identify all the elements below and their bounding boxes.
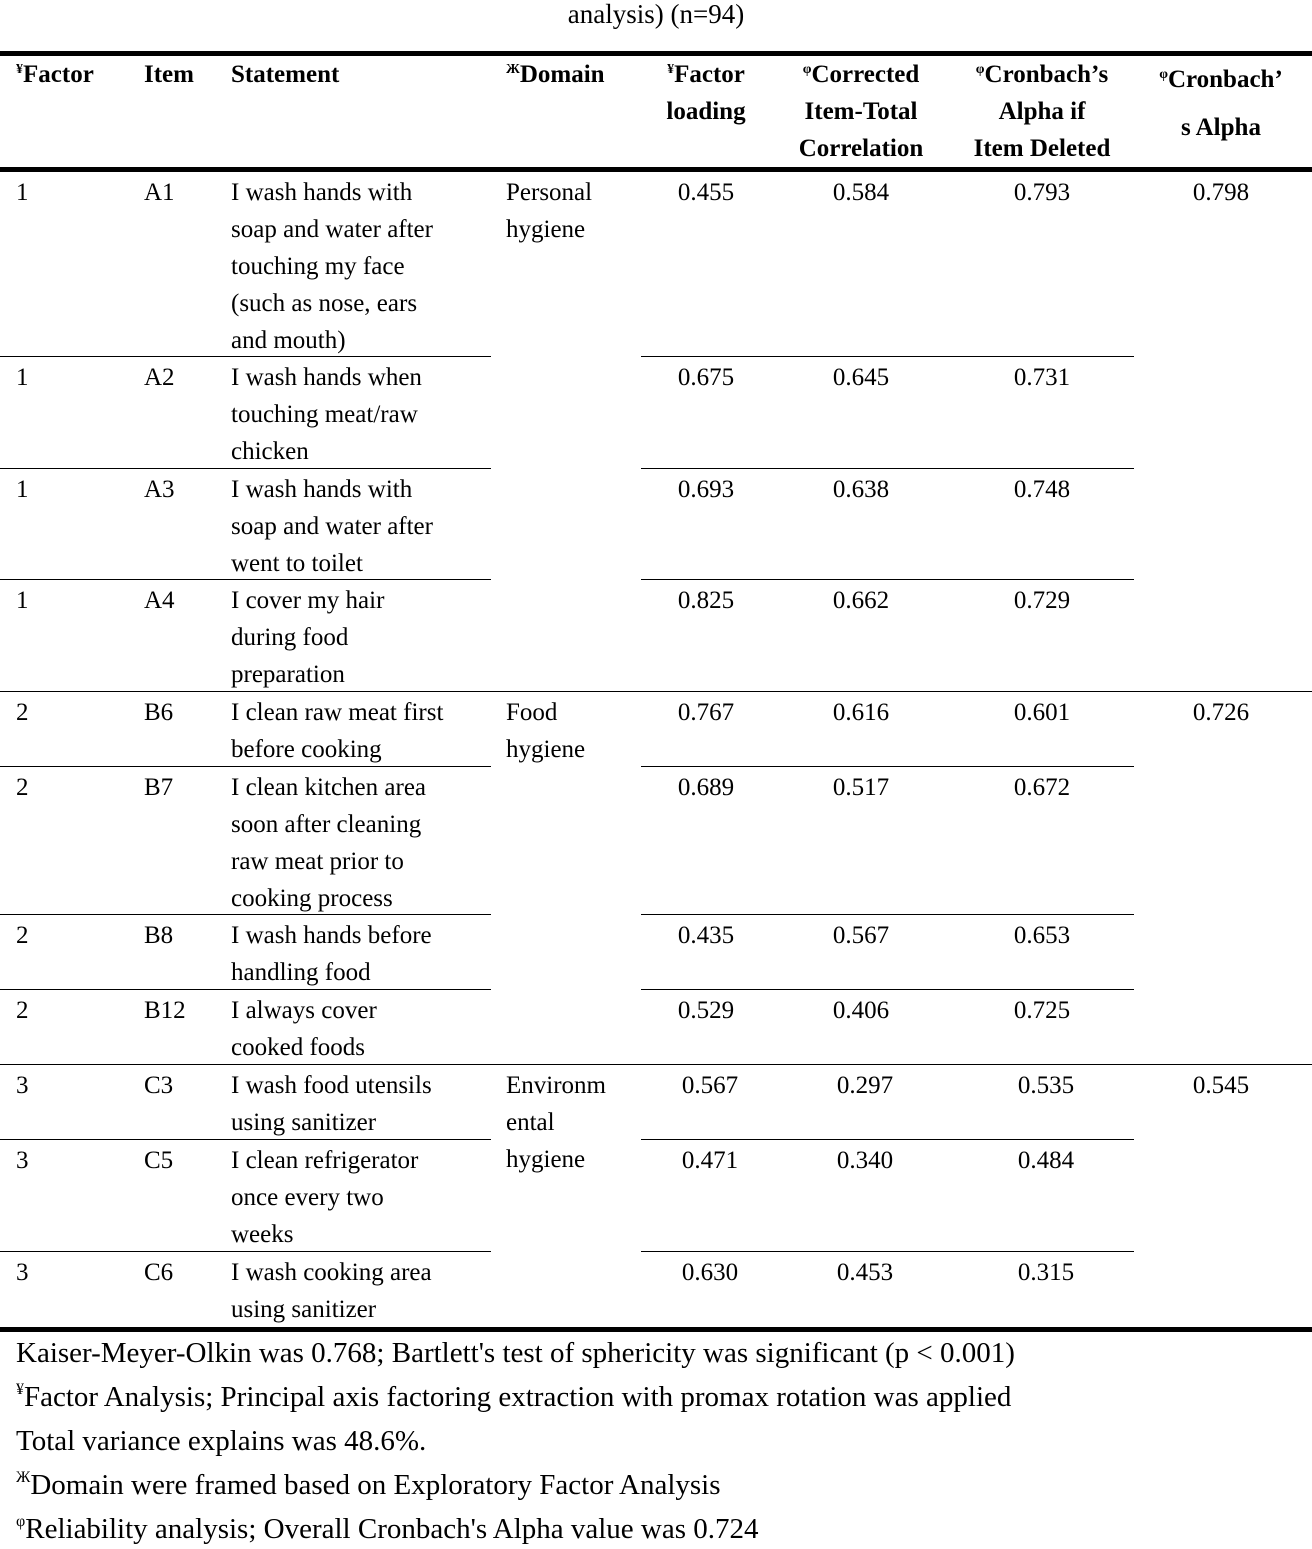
footnote-mark: Ж (16, 1469, 31, 1486)
domain-line: hygiene (506, 216, 586, 243)
cell-domain (506, 174, 592, 248)
cell-cronbach-alpha: 0.545 (1192, 1072, 1250, 1099)
cell-item: A1 (144, 179, 175, 206)
statement-line: weeks (231, 1221, 294, 1248)
cell-corrected-item-total: 0.406 (832, 997, 890, 1024)
row-divider (0, 1251, 491, 1252)
cell-statement (231, 1142, 418, 1253)
footnote-line (16, 1421, 426, 1461)
statement-line: chicken (231, 438, 309, 465)
cell-item: C5 (144, 1147, 174, 1174)
cell-alpha-if-deleted: 0.653 (1013, 922, 1071, 949)
cell-item: B8 (144, 922, 174, 949)
cell-cronbach-alpha: 0.726 (1192, 699, 1250, 726)
cell-corrected-item-total: 0.340 (836, 1147, 894, 1174)
cell-item: B12 (144, 997, 186, 1024)
row-divider (641, 766, 1134, 767)
cell-domain (506, 694, 585, 768)
row-divider (0, 468, 491, 469)
footnote-line (16, 1377, 1011, 1417)
header-factor-loading: ¥Factor loading (666, 61, 746, 125)
cell-item: A4 (144, 587, 175, 614)
row-divider (0, 1139, 491, 1140)
group-divider (0, 691, 1312, 692)
statement-line: before cooking (231, 736, 382, 763)
cell-corrected-item-total: 0.453 (836, 1259, 894, 1286)
domain-line: ental (506, 1109, 555, 1136)
header-item: Item (144, 61, 194, 88)
row-divider (0, 989, 491, 990)
table-caption: analysis) (n=94) (567, 0, 745, 29)
cell-corrected-item-total: 0.517 (832, 774, 890, 801)
footnote-line (16, 1333, 1015, 1373)
statement-line: I clean kitchen area (231, 774, 427, 801)
footnote-mark: φ (16, 1513, 26, 1530)
cell-statement (231, 992, 377, 1066)
statement-line: using sanitizer (231, 1296, 377, 1323)
statement-line: I clean raw meat first (231, 699, 444, 726)
cell-alpha-if-deleted: 0.672 (1013, 774, 1071, 801)
cell-domain (506, 1067, 606, 1178)
cell-statement (231, 917, 432, 991)
cell-alpha-if-deleted: 0.601 (1013, 699, 1071, 726)
cell-factor-loading: 0.471 (681, 1147, 739, 1174)
statement-line: I clean refrigerator (231, 1147, 419, 1174)
header-corrected-item-total: $^\varphi$Corrected Item-Total Correlation (798, 61, 924, 162)
cell-alpha-if-deleted: 0.793 (1013, 179, 1071, 206)
cell-factor-loading: 0.825 (677, 587, 735, 614)
statement-line: I wash hands before (231, 922, 432, 949)
header-alpha-if-deleted: $^\varphi$Cronbach’s Alpha if Item Deleted (973, 61, 1111, 162)
cell-corrected-item-total: 0.645 (832, 364, 890, 391)
cell-factor: 2 (16, 774, 29, 801)
statement-line: using sanitizer (231, 1109, 377, 1136)
cell-corrected-item-total: 0.662 (832, 587, 890, 614)
statement-line: soap and water after (231, 216, 433, 243)
cell-alpha-if-deleted: 0.315 (1017, 1259, 1075, 1286)
footnote-text: Total variance explains was 48.6%. (16, 1425, 427, 1457)
cell-factor-loading: 0.529 (677, 997, 735, 1024)
row-divider (641, 579, 1134, 580)
statement-line: touching my face (231, 253, 405, 280)
cell-factor-loading: 0.689 (677, 774, 735, 801)
cell-alpha-if-deleted: 0.729 (1013, 587, 1071, 614)
cell-factor-loading: 0.693 (677, 476, 735, 503)
cell-factor: 3 (16, 1072, 29, 1099)
footnote-text: Kaiser-Meyer-Olkin was 0.768; Bartlett's test of sphericity was significant (p < 0.001) (16, 1337, 1015, 1369)
domain-line: Food (506, 699, 558, 726)
cell-factor: 1 (16, 587, 29, 614)
cell-factor: 2 (16, 699, 29, 726)
statement-line: cooked foods (231, 1034, 365, 1061)
footnote-mark: ¥ (16, 1381, 24, 1398)
cell-statement (231, 1254, 432, 1328)
statement-line: during food (231, 624, 349, 651)
statement-line: soap and water after (231, 513, 433, 540)
footnote-line (16, 1465, 721, 1505)
footnote-text: Reliability analysis; Overall Cronbach's Alpha value was 0.724 (25, 1513, 759, 1545)
statement-line: touching meat/raw (231, 401, 418, 428)
row-divider (641, 356, 1134, 357)
cell-alpha-if-deleted: 0.725 (1013, 997, 1071, 1024)
row-divider (0, 356, 491, 357)
domain-line: hygiene (506, 736, 586, 763)
statement-line: I wash cooking area (231, 1259, 432, 1286)
cell-factor: 1 (16, 364, 29, 391)
cell-factor: 2 (16, 922, 29, 949)
cell-corrected-item-total: 0.638 (832, 476, 890, 503)
row-divider (0, 766, 491, 767)
footnote-line (16, 1509, 759, 1549)
statement-line: I wash hands when (231, 364, 422, 391)
row-divider (641, 468, 1134, 469)
row-divider (641, 1251, 1134, 1252)
header-domain: $^Ж$Domain (506, 61, 605, 88)
cell-item: C3 (144, 1072, 174, 1099)
header-statement: Statement (231, 61, 340, 88)
cell-alpha-if-deleted: 0.535 (1017, 1072, 1075, 1099)
statement-line: (such as nose, ears (231, 290, 418, 317)
footnote-text: Domain were framed based on Exploratory Factor Analysis (30, 1469, 721, 1501)
cell-alpha-if-deleted: 0.731 (1013, 364, 1071, 391)
cell-corrected-item-total: 0.584 (832, 179, 890, 206)
cell-item: A2 (144, 364, 175, 391)
cell-statement (231, 1067, 432, 1141)
row-divider (641, 914, 1134, 915)
cell-factor: 1 (16, 476, 29, 503)
domain-line: Personal (506, 179, 593, 206)
header-rule (0, 167, 1312, 172)
cell-factor: 2 (16, 997, 29, 1024)
cell-factor-loading: 0.630 (681, 1259, 739, 1286)
row-divider (641, 1139, 1134, 1140)
cell-alpha-if-deleted: 0.748 (1013, 476, 1071, 503)
cell-corrected-item-total: 0.567 (832, 922, 890, 949)
statement-line: cooking process (231, 885, 393, 912)
domain-line: Environm (506, 1072, 606, 1099)
row-divider (0, 914, 491, 915)
cell-factor-loading: 0.675 (677, 364, 735, 391)
cell-factor-loading: 0.567 (681, 1072, 739, 1099)
cell-factor: 3 (16, 1259, 29, 1286)
cell-item: C6 (144, 1259, 174, 1286)
cell-cronbach-alpha: 0.798 (1192, 179, 1250, 206)
cell-statement (231, 582, 384, 693)
cell-alpha-if-deleted: 0.484 (1017, 1147, 1075, 1174)
statement-line: I wash food utensils (231, 1072, 432, 1099)
header-factor: ¥Factor (16, 61, 94, 88)
statement-line: I always cover (231, 997, 377, 1024)
cell-statement (231, 471, 433, 582)
statement-line: went to toilet (231, 550, 363, 577)
statement-line: I cover my hair (231, 587, 385, 614)
cell-factor-loading: 0.435 (677, 922, 735, 949)
cell-corrected-item-total: 0.616 (832, 699, 890, 726)
statement-line: soon after cleaning (231, 811, 422, 838)
footnote-text: Factor Analysis; Principal axis factoring extraction with promax rotation was applied (24, 1381, 1012, 1413)
cell-item: B7 (144, 774, 174, 801)
cell-factor-loading: 0.455 (677, 179, 735, 206)
statement-line: preparation (231, 661, 345, 688)
statement-line: once every two (231, 1184, 384, 1211)
row-divider (0, 579, 491, 580)
statement-line: I wash hands with (231, 179, 413, 206)
bottom-rule (0, 1327, 1312, 1332)
cell-statement (231, 769, 426, 917)
cell-corrected-item-total: 0.297 (836, 1072, 894, 1099)
statement-line: raw meat prior to (231, 848, 404, 875)
cell-statement (231, 694, 443, 768)
cell-factor-loading: 0.767 (677, 699, 735, 726)
cell-item: B6 (144, 699, 174, 726)
cell-factor: 1 (16, 179, 29, 206)
header-cronbach-alpha: $^\varphi$Cronbach’ s Alpha (1159, 66, 1283, 141)
group-divider (0, 1064, 1312, 1065)
statement-line: and mouth) (231, 327, 346, 354)
cell-factor: 3 (16, 1147, 29, 1174)
domain-line: hygiene (506, 1146, 586, 1173)
cell-statement (231, 174, 433, 359)
row-divider (641, 989, 1134, 990)
cell-statement (231, 359, 422, 470)
statement-line: handling food (231, 959, 371, 986)
cell-item: A3 (144, 476, 175, 503)
statement-line: I wash hands with (231, 476, 413, 503)
